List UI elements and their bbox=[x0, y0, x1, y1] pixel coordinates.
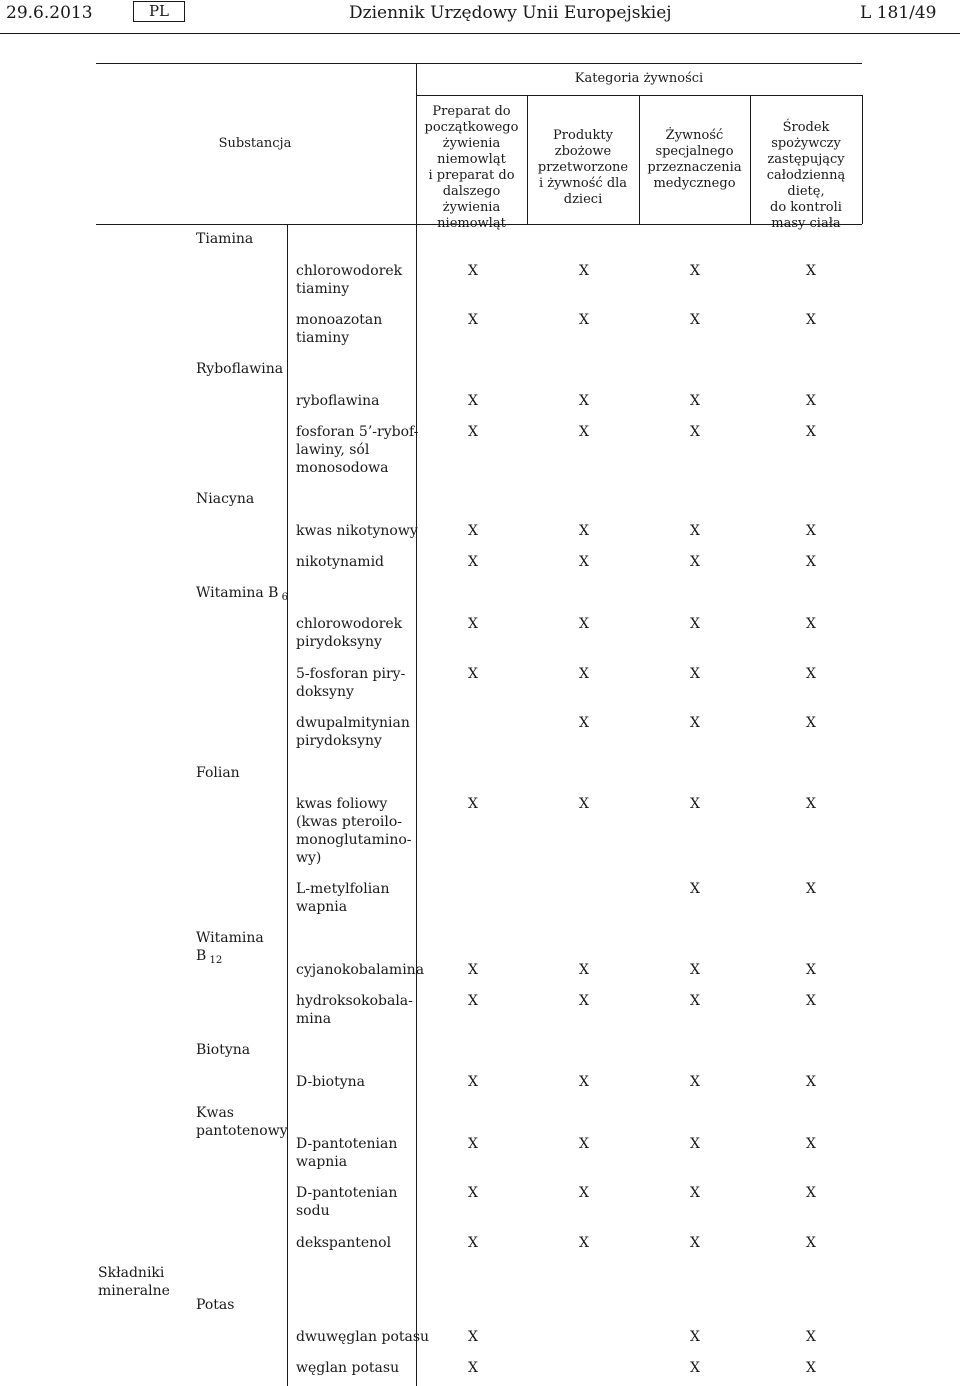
form-label: hydroksokobala- mina bbox=[296, 993, 413, 1027]
form-label: dekspantenol bbox=[296, 1235, 392, 1251]
form-label: chlorowodorek tiaminy bbox=[296, 263, 403, 297]
x-mark: X bbox=[690, 715, 700, 731]
x-mark: X bbox=[468, 1185, 478, 1201]
substance-col-divider bbox=[287, 224, 288, 1386]
x-mark: X bbox=[468, 393, 478, 409]
x-mark: X bbox=[579, 393, 589, 409]
x-mark: X bbox=[690, 1185, 700, 1201]
x-mark: X bbox=[806, 1329, 816, 1345]
x-mark: X bbox=[468, 312, 478, 328]
x-mark: X bbox=[468, 1235, 478, 1251]
category-col-divider bbox=[416, 95, 417, 224]
x-mark: X bbox=[468, 1074, 478, 1090]
x-mark: X bbox=[690, 881, 700, 897]
x-mark: X bbox=[690, 1136, 700, 1152]
x-mark: X bbox=[579, 796, 589, 812]
form-label: L-metylfolian wapnia bbox=[296, 881, 390, 915]
x-mark: X bbox=[468, 796, 478, 812]
x-mark: X bbox=[579, 616, 589, 632]
category-column-header: Preparat do początkowego żywienia niemowląt i preparat do dalszego żywienia niemowląt bbox=[424, 104, 519, 231]
substance-label: Kwas pantotenowy bbox=[196, 1105, 288, 1139]
x-mark: X bbox=[468, 523, 478, 539]
x-mark: X bbox=[806, 1235, 816, 1251]
x-mark: X bbox=[468, 666, 478, 682]
x-mark: X bbox=[579, 554, 589, 570]
x-mark: X bbox=[690, 962, 700, 978]
category-col-divider bbox=[862, 95, 863, 224]
x-mark: X bbox=[806, 1185, 816, 1201]
x-mark: X bbox=[579, 1235, 589, 1251]
form-label: dwupalmitynian pirydoksyny bbox=[296, 715, 410, 749]
x-mark: X bbox=[690, 1074, 700, 1090]
x-mark: X bbox=[468, 554, 478, 570]
x-mark: X bbox=[690, 424, 700, 440]
x-mark: X bbox=[579, 962, 589, 978]
form-label: cyjanokobalamina bbox=[296, 962, 425, 978]
form-label: ryboflawina bbox=[296, 393, 380, 409]
x-mark: X bbox=[690, 523, 700, 539]
x-mark: X bbox=[806, 312, 816, 328]
x-mark: X bbox=[806, 1136, 816, 1152]
form-label: D-biotyna bbox=[296, 1074, 365, 1090]
x-mark: X bbox=[579, 993, 589, 1009]
x-mark: X bbox=[690, 312, 700, 328]
x-mark: X bbox=[806, 962, 816, 978]
publication-date: 29.6.2013 bbox=[6, 3, 93, 23]
x-mark: X bbox=[690, 1235, 700, 1251]
form-label: kwas nikotynowy bbox=[296, 523, 418, 539]
x-mark: X bbox=[468, 962, 478, 978]
language-badge: PL bbox=[133, 1, 185, 22]
x-mark: X bbox=[806, 616, 816, 632]
substance-label: Tiamina bbox=[196, 231, 254, 247]
x-mark: X bbox=[579, 263, 589, 279]
x-mark: X bbox=[806, 263, 816, 279]
x-mark: X bbox=[468, 616, 478, 632]
x-mark: X bbox=[468, 1360, 478, 1376]
substance-subscript: 6 bbox=[278, 592, 288, 603]
substance-header: Substancja bbox=[218, 136, 292, 151]
x-mark: X bbox=[806, 715, 816, 731]
x-mark: X bbox=[579, 666, 589, 682]
x-mark: X bbox=[690, 393, 700, 409]
form-col-divider bbox=[416, 224, 417, 1386]
x-mark: X bbox=[806, 881, 816, 897]
substance-label: Witamina B $_6$ bbox=[196, 585, 288, 603]
x-mark: X bbox=[468, 993, 478, 1009]
x-mark: X bbox=[690, 263, 700, 279]
x-mark: X bbox=[690, 796, 700, 812]
category-column-header: Produkty zbożowe przetworzone i żywność dla dzieci bbox=[537, 128, 629, 207]
header-rule bbox=[0, 33, 960, 34]
x-mark: X bbox=[579, 424, 589, 440]
x-mark: X bbox=[806, 1074, 816, 1090]
x-mark: X bbox=[806, 993, 816, 1009]
page-header bbox=[0, 0, 960, 34]
x-mark: X bbox=[806, 666, 816, 682]
x-mark: X bbox=[468, 1136, 478, 1152]
substance-label: Witamina B $_{12}$ bbox=[196, 930, 264, 966]
form-label: fosforan 5’-rybof- lawiny, sól monosodowa bbox=[296, 424, 419, 476]
x-mark: X bbox=[806, 554, 816, 570]
category-col-divider bbox=[527, 95, 528, 224]
x-mark: X bbox=[690, 616, 700, 632]
x-mark: X bbox=[579, 1074, 589, 1090]
x-mark: X bbox=[690, 1329, 700, 1345]
category-col-divider bbox=[639, 95, 640, 224]
header-top-rule bbox=[96, 63, 862, 64]
x-mark: X bbox=[806, 424, 816, 440]
form-label: D-pantotenian sodu bbox=[296, 1185, 398, 1219]
x-mark: X bbox=[806, 1360, 816, 1376]
x-mark: X bbox=[579, 523, 589, 539]
form-label: chlorowodorek pirydoksyny bbox=[296, 616, 403, 650]
substance-label: Biotyna bbox=[196, 1042, 251, 1058]
category-header: Kategoria żywności bbox=[574, 71, 704, 86]
form-label: 5-fosforan piry- doksyny bbox=[296, 666, 406, 700]
substance-label: Potas bbox=[196, 1297, 235, 1313]
x-mark: X bbox=[579, 312, 589, 328]
form-label: dwuwęglan potasu bbox=[296, 1329, 430, 1345]
x-mark: X bbox=[690, 666, 700, 682]
form-label: węglan potasu bbox=[296, 1360, 400, 1376]
form-label: nikotynamid bbox=[296, 554, 385, 570]
x-mark: X bbox=[806, 523, 816, 539]
journal-title: Dziennik Urzędowy Unii Europejskiej bbox=[349, 3, 672, 23]
category-column-header: Żywność specjalnego przeznaczenia medycznego bbox=[647, 128, 742, 191]
substance-label: Niacyna bbox=[196, 491, 255, 507]
x-mark: X bbox=[468, 424, 478, 440]
x-mark: X bbox=[806, 393, 816, 409]
substance-label: Ryboflawina bbox=[196, 361, 284, 377]
group-label: Składniki mineralne bbox=[98, 1265, 170, 1299]
x-mark: X bbox=[579, 715, 589, 731]
category-column-header: Środek spożywczy zastępujący całodzienną dietę, do kontroli masy ciała bbox=[766, 120, 846, 231]
substance-label: Folian bbox=[196, 765, 240, 781]
page-number: L 181/49 bbox=[860, 3, 937, 23]
substance-subscript: 12 bbox=[206, 955, 223, 966]
x-mark: X bbox=[579, 1185, 589, 1201]
form-label: monoazotan tiaminy bbox=[296, 312, 383, 346]
form-label: kwas foliowy (kwas pteroilo- monoglutamino- wy) bbox=[296, 796, 412, 866]
x-mark: X bbox=[690, 993, 700, 1009]
x-mark: X bbox=[468, 263, 478, 279]
form-label: D-pantotenian wapnia bbox=[296, 1136, 398, 1170]
x-mark: X bbox=[468, 1329, 478, 1345]
x-mark: X bbox=[690, 554, 700, 570]
category-col-divider bbox=[750, 95, 751, 224]
x-mark: X bbox=[579, 1136, 589, 1152]
x-mark: X bbox=[690, 1360, 700, 1376]
x-mark: X bbox=[806, 796, 816, 812]
